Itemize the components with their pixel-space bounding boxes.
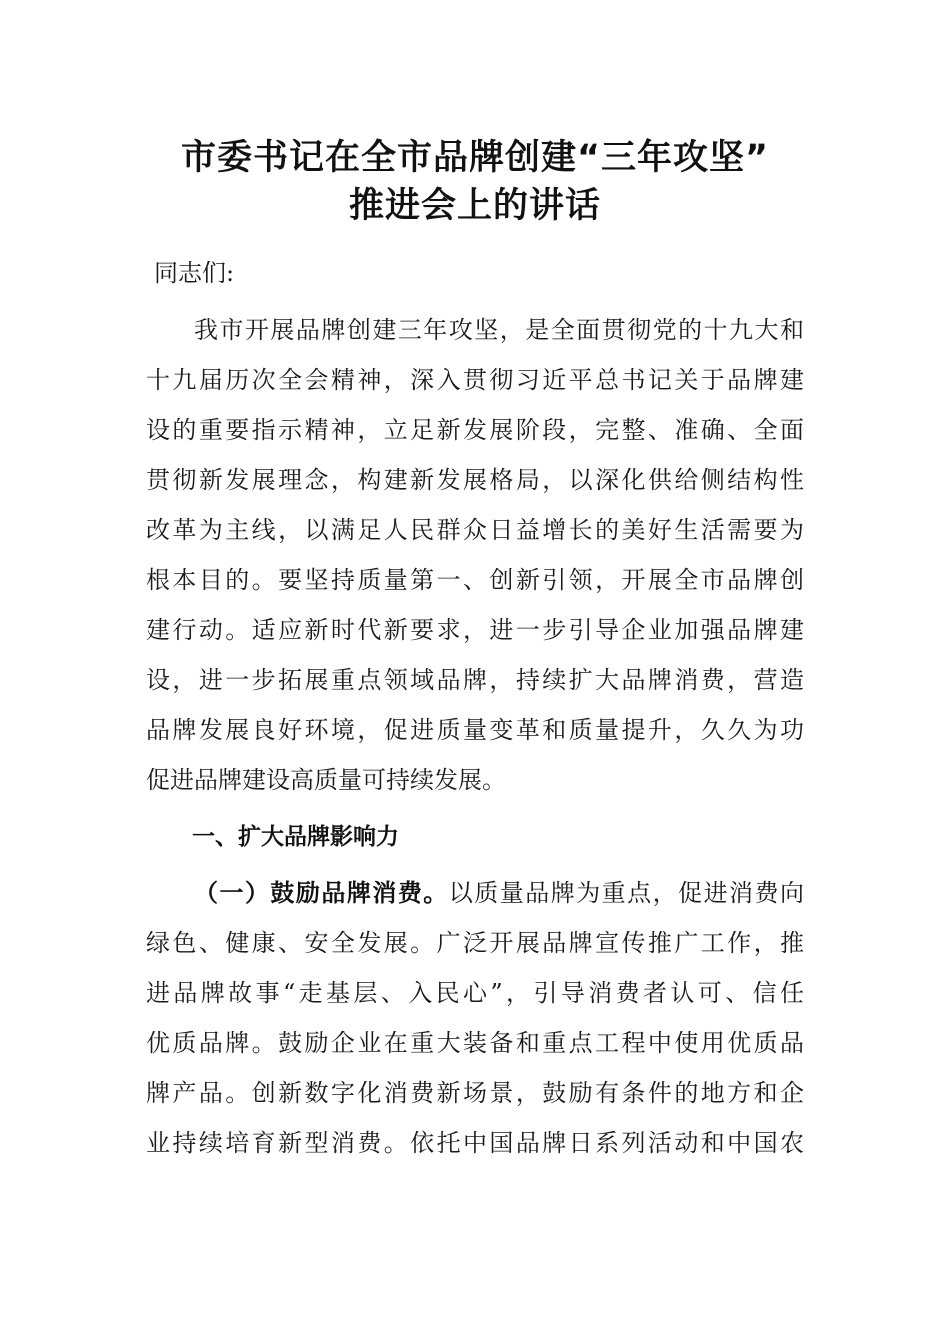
paragraph-line: 业持续培育新型消费。依托中国品牌日系列活动和中国农 bbox=[146, 1129, 804, 1157]
paragraph-line: 促进品牌建设高质量可持续发展。 bbox=[146, 766, 506, 794]
subsection-first-line-rest: 以质量品牌为重点，促进消费向 bbox=[448, 879, 805, 907]
paragraph-line: 设，进一步拓展重点领域品牌，持续扩大品牌消费，营造 bbox=[146, 666, 804, 694]
document-title-line-1: 市委书记在全市品牌创建“三年攻坚” bbox=[180, 138, 769, 178]
paragraph-line: 十九届历次全会精神，深入贯彻习近平总书记关于品牌建 bbox=[146, 366, 804, 394]
paragraph-line: 进品牌故事“走基层、入民心”，引导消费者认可、信任 bbox=[146, 979, 804, 1007]
paragraph-line: 牌产品。创新数字化消费新场景，鼓励有条件的地方和企 bbox=[146, 1079, 804, 1107]
paragraph-line: 优质品牌。鼓励企业在重大装备和重点工程中使用优质品 bbox=[146, 1029, 804, 1057]
section-heading: 一、扩大品牌影响力 bbox=[192, 824, 399, 850]
paragraph-line: 品牌发展良好环境，促进质量变革和质量提升，久久为功 bbox=[146, 716, 804, 744]
paragraph-line bbox=[194, 878, 804, 908]
paragraph-line: 贯彻新发展理念，构建新发展格局，以深化供给侧结构性 bbox=[146, 466, 804, 494]
paragraph-line: 根本目的。要坚持质量第一、创新引领，开展全市品牌创 bbox=[146, 566, 804, 594]
document-title-line-2: 推进会上的讲话 bbox=[348, 186, 601, 226]
paragraph-line: 绿色、健康、安全发展。广泛开展品牌宣传推广工作，推 bbox=[146, 929, 804, 957]
salutation: 同志们: bbox=[154, 259, 235, 287]
paragraph-line: 设的重要指示精神，立足新发展阶段，完整、准确、全面 bbox=[146, 416, 804, 444]
subsection-lead: （一）鼓励品牌消费。 bbox=[194, 879, 449, 907]
paragraph-line: 我市开展品牌创建三年攻坚，是全面贯彻党的十九大和 bbox=[194, 316, 804, 344]
paragraph-line: 改革为主线，以满足人民群众日益增长的美好生活需要为 bbox=[146, 516, 804, 544]
paragraph-line: 建行动。适应新时代新要求，进一步引导企业加强品牌建 bbox=[146, 616, 804, 644]
